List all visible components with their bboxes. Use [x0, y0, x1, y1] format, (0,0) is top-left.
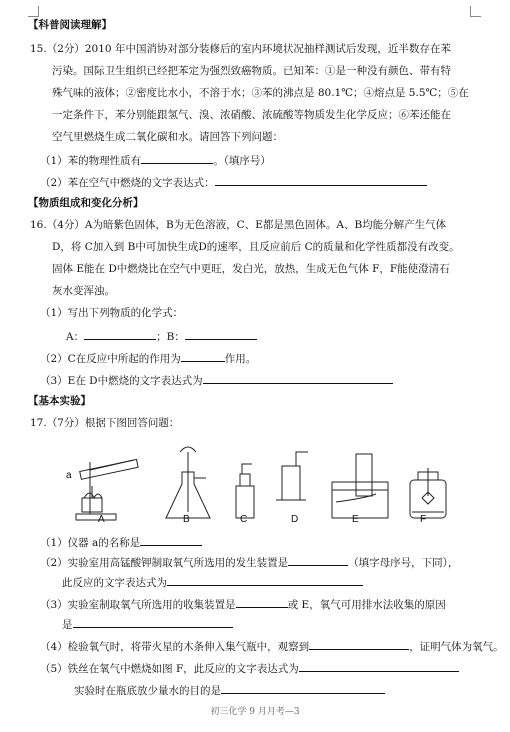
apparatus-a-drawing — [76, 459, 138, 520]
q17-sub-1-text: （1）仪器 a的名称是 — [40, 537, 141, 549]
q17-sub-2-cont — [62, 574, 363, 590]
q16-answer-blank-a[interactable] — [84, 328, 156, 340]
q15-line-4: 一定条件下，苯分别能跟氢气、溴、浓硝酸、浓硫酸等物质发生化学反应；⑥苯还能在 — [52, 109, 451, 121]
q15-answer-blank-2[interactable] — [215, 174, 427, 186]
q16-a-label: A： — [66, 331, 85, 343]
q15-sub-1-note: 。（填序号） — [213, 155, 271, 167]
apparatus-figure — [56, 432, 476, 532]
q17-answer-blank-3b[interactable] — [73, 616, 233, 628]
crop-mark-top-left — [28, 6, 39, 17]
q17-sub-2-text: （2）实验室用高锰酸钾制取氧气所选用的发生装置是 — [40, 557, 289, 569]
q16-line-1: 16.（4分）A为暗紫色固体，B为无色溶液，C、E都是黑色固体。A、B均能分解产生气体 — [30, 219, 447, 231]
q17-answer-blank-4[interactable] — [309, 638, 409, 650]
apparatus-b-drawing — [166, 447, 210, 518]
q17-sub-5-text: （5）铁丝在氧气中燃烧如图 F，此反应的文字表达式为 — [40, 663, 299, 675]
apparatus-c-drawing — [236, 464, 254, 518]
q16-answer-blank-2[interactable] — [181, 350, 225, 362]
q15-sub-1 — [40, 152, 271, 168]
page-footer: 初三化学 9 月月考—3 — [210, 707, 300, 717]
q16-sub-3 — [40, 372, 393, 388]
q17-answer-blank-1[interactable] — [140, 534, 202, 546]
q15-line-2: 污染。国际卫生组织已经把苯定为强烈致癌物质。已知苯：①是一种没有颜色、带有特 — [52, 65, 451, 77]
q16-line-2: D，将 C加入到 B中可加快生成D的速率，且反应前后 C的质量和化学性质都没有改变。 — [52, 241, 460, 253]
q17-sub-4 — [40, 638, 504, 654]
q17-sub-2-note: （填字母序号，下同）， — [348, 557, 459, 569]
section-header-composition: 【物质组成和变化分析】 — [28, 197, 144, 209]
apparatus-label-d: D — [291, 514, 299, 525]
q17-sub-4-tail: ，证明气体为氧气。 — [409, 641, 504, 653]
q17-answer-blank-2b[interactable] — [167, 574, 363, 586]
q17-sub-3 — [40, 596, 446, 612]
q17-line-1: 17.（7分）根据下图回答问题： — [30, 417, 180, 429]
apparatus-label-c: C — [240, 514, 248, 525]
q15-sub-1-text: （1）苯的物理性质有 — [40, 155, 142, 167]
q17-sub-1 — [40, 534, 202, 550]
apparatus-label-a: A — [98, 514, 105, 525]
q17-sub-3-tail: 或 E，氧气可用排水法收集的原因 — [287, 599, 446, 611]
q16-line-3: 固体 E能在 D中燃烧比在空气中更旺，发白光，放热，生成无色气体 F，F能使澄清石 — [52, 263, 450, 275]
q17-sub-3-text: （3）实验室制取氧气所选用的收集装置是 — [40, 599, 236, 611]
apparatus-label-a-mark: a — [66, 470, 72, 481]
q17-answer-blank-5[interactable] — [299, 660, 459, 672]
section-header-experiment: 【基本实验】 — [28, 395, 91, 407]
q17-answer-blank-5b[interactable] — [221, 682, 385, 694]
q17-sub-5-cont-text: 实验时在瓶底放少量水的目的是 — [74, 685, 221, 697]
q16-answer-blank-3[interactable] — [203, 372, 393, 384]
q15-sub-2 — [40, 174, 427, 190]
q16-sub-2-text: （2）C在反应中所起的作用为 — [40, 353, 181, 365]
crop-mark-top-right — [470, 6, 481, 17]
q17-answer-blank-2[interactable] — [288, 554, 348, 566]
q15-line-1: 15.（2分）2010 年中国消协对部分装修后的室内环境状况抽样测试后发现，近半数存在苯 — [30, 43, 451, 55]
apparatus-label-e: E — [352, 514, 359, 525]
q16-sub-3-text: （3）E在 D中燃烧的文字表达式为 — [40, 375, 203, 387]
q16-sub-1-answers — [66, 328, 257, 344]
apparatus-label-b: B — [183, 514, 190, 525]
section-header-reading: 【科普阅读理解】 — [28, 19, 112, 31]
apparatus-d-drawing — [276, 452, 308, 500]
q16-sub-1: （1）写出下列物质的化学式： — [40, 307, 184, 319]
q17-sub-4-text: （4）检验氧气时，将带火星的木条伸入集气瓶中，观察到 — [40, 641, 310, 653]
q16-sub-2-tail: 作用。 — [224, 353, 257, 365]
q17-sub-2 — [40, 554, 458, 570]
q17-sub-3-cont-text: 是 — [62, 619, 73, 631]
q15-line-3: 殊气味的液体；②密度比水小，不溶于水；③苯的沸点是 80.1℃；④熔点是 5.5℃；⑤在 — [52, 87, 469, 99]
apparatus-e-drawing — [332, 454, 388, 518]
q15-answer-blank-1[interactable] — [141, 152, 213, 164]
q17-answer-blank-3[interactable] — [236, 596, 288, 608]
q17-sub-2-cont-text: 此反应的文字表达式为 — [62, 577, 167, 589]
q16-b-label: ；B： — [156, 331, 185, 343]
apparatus-label-f: F — [420, 514, 427, 525]
q16-sub-2 — [40, 350, 256, 366]
q17-sub-5-cont — [74, 682, 385, 698]
q17-sub-5 — [40, 660, 459, 676]
q16-answer-blank-b[interactable] — [185, 328, 257, 340]
q15-sub-2-text: （2）苯在空气中燃烧的文字表达式： — [40, 177, 215, 189]
q17-sub-3-cont — [62, 616, 233, 632]
q15-line-5: 空气里燃烧生成二氧化碳和水。请回答下列问题： — [52, 131, 283, 143]
q16-line-4: 灰水变浑浊。 — [52, 285, 115, 297]
apparatus-f-drawing — [410, 468, 446, 518]
